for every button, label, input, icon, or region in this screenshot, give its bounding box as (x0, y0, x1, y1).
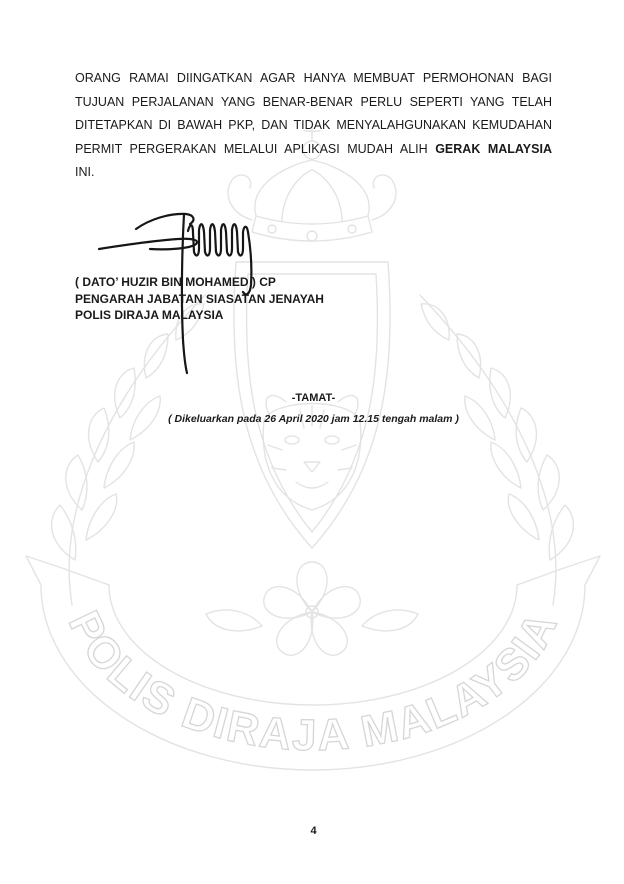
paragraph-text: PERMIT PERGERAKAN MELALUI APLIKASI MUDAH ALIH (75, 141, 428, 156)
signatory-block (75, 274, 495, 324)
paragraph-line: INI. (75, 165, 95, 179)
paragraph-line (75, 138, 552, 162)
body-paragraph (75, 67, 552, 185)
signatory-name: ( DATO’ HUZIR BIN MOHAMED ) CP (75, 275, 276, 289)
paragraph-line: ORANG RAMAI DIINGATKAN AGAR HANYA MEMBUAT PERMOHONAN BAGI (75, 71, 552, 85)
signatory-organization: POLIS DIRAJA MALAYSIA (75, 308, 224, 322)
app-name-bold: GERAK MALAYSIA (435, 141, 552, 156)
signatory-position: PENGARAH JABATAN SIASATAN JENAYAH (75, 291, 324, 306)
issued-note: ( Dikeluarkan pada 26 April 2020 jam 12.15 tengah malam ) (168, 413, 459, 425)
paragraph-line: TUJUAN PERJALANAN YANG BENAR-BENAR PERLU SEPERTI YANG TELAH (75, 94, 552, 109)
end-marker: -TAMAT- (291, 392, 336, 404)
page-number: 4 (310, 825, 317, 837)
watermark-text-path: POLIS DIRAJA MALAYSIA (58, 603, 568, 761)
paragraph-line: DITETAPKAN DI BAWAH PKP, DAN TIDAK MENYALAHGUNAKAN KEMUDAHAN (75, 118, 552, 132)
